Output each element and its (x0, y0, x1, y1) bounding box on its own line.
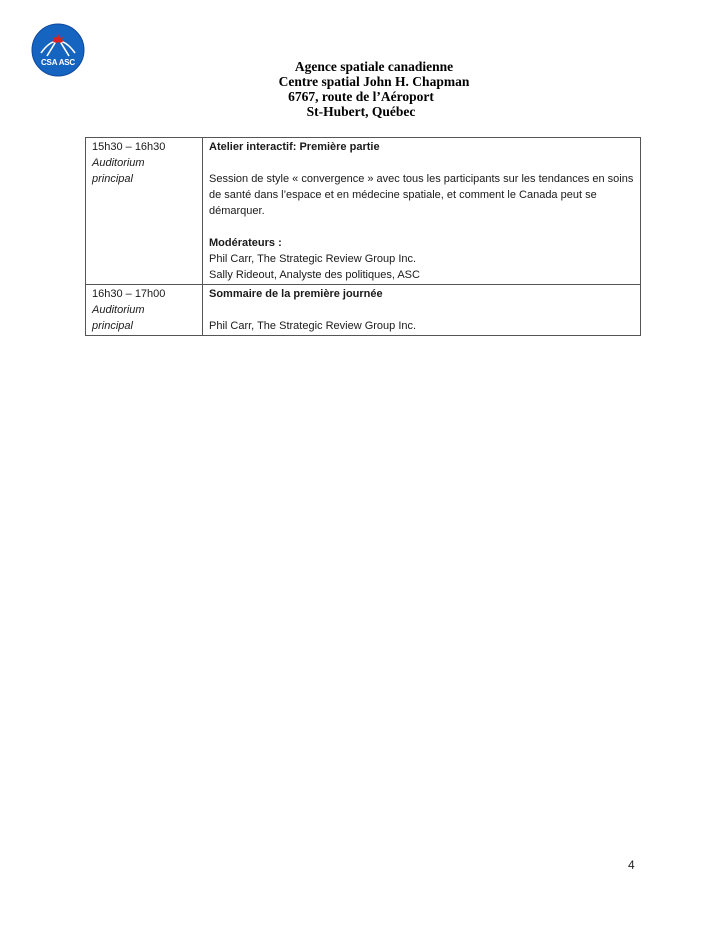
moderator-name: Phil Carr, The Strategic Review Group Inc. (209, 253, 417, 265)
session-location: Auditorium (92, 304, 145, 316)
session-title: Atelier interactif: Première partie (209, 141, 380, 153)
agenda-table (85, 137, 641, 336)
session-title: Sommaire de la première journée (209, 288, 383, 300)
session-location: principal (92, 320, 133, 332)
page-number: 4 (628, 858, 635, 872)
session-time: 15h30 – 16h30 (92, 141, 166, 153)
session-description: Session de style « convergence » avec tous les participants sur les tendances en soins de santé dans l’espace et en médecine spatiale, et comment le Canada peut se démarquer. (209, 173, 634, 217)
logo-text: CSA ASC (40, 58, 75, 67)
time-cell (86, 138, 203, 285)
details-cell (203, 285, 641, 336)
session-location: Auditorium (92, 157, 145, 169)
session-presenter: Phil Carr, The Strategic Review Group Inc. (209, 320, 417, 332)
session-location: principal (92, 173, 133, 185)
moderators-label: Modérateurs : (209, 237, 282, 249)
header-address: 6767, route de l’Aéroport (288, 89, 434, 104)
details-cell (203, 138, 641, 285)
session-time: 16h30 – 17h00 (92, 288, 166, 300)
header-agency: Agence spatiale canadienne (294, 59, 454, 74)
document-header (0, 59, 720, 119)
table-row (86, 285, 641, 336)
header-city: St-Hubert, Québec (306, 104, 416, 119)
moderator-name: Sally Rideout, Analyste des politiques, ASC (209, 269, 420, 281)
time-cell (86, 285, 203, 336)
header-centre: Centre spatial John H. Chapman (278, 74, 470, 89)
table-row (86, 138, 641, 285)
